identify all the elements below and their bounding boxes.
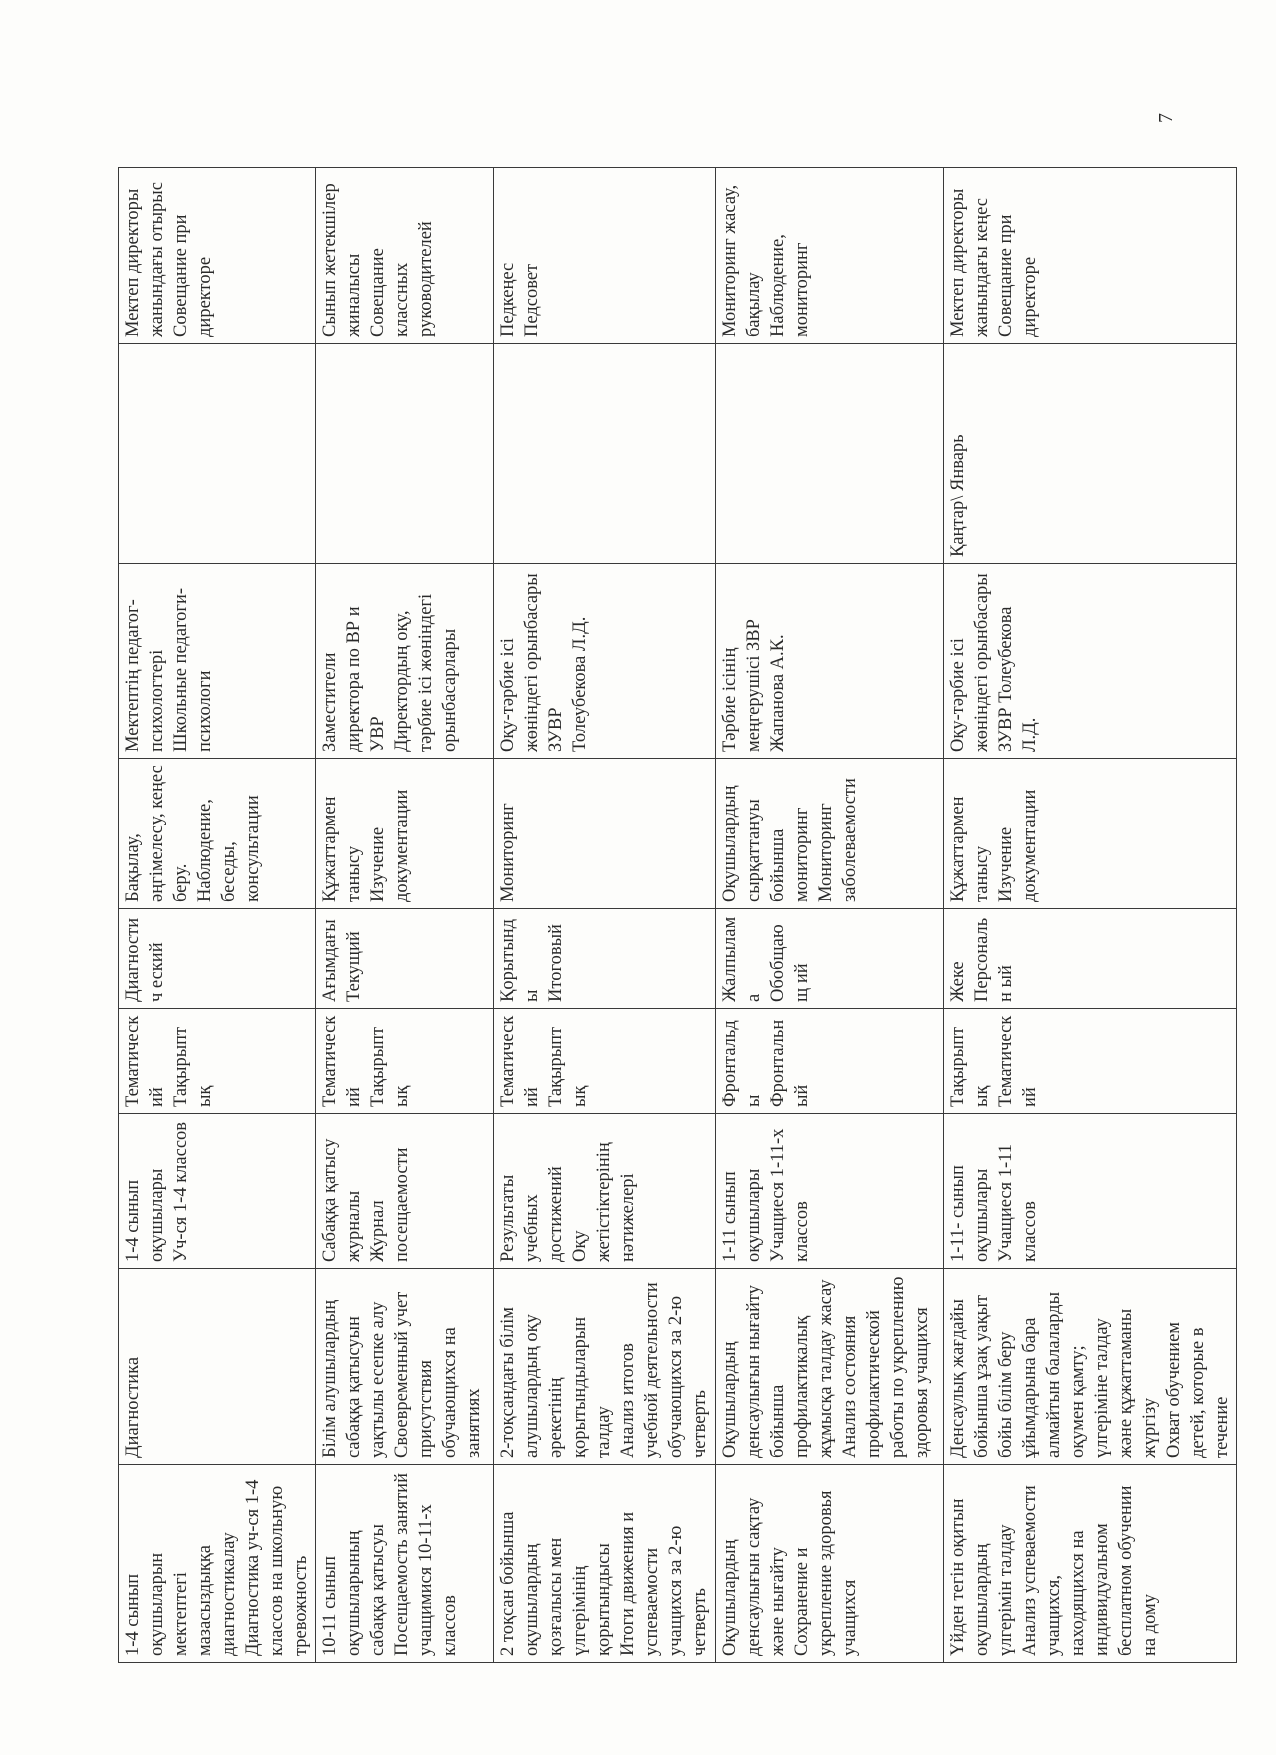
- cell-text: Диагностика: [123, 1356, 143, 1458]
- cell-text: Посещаемость занятий учащимися 10-11-х классов: [392, 1473, 460, 1656]
- cell-responsible: [119, 564, 316, 759]
- cell-form: [119, 909, 316, 1009]
- cell-text: Үйден тегін оқитын оқушылардың үлгерімін талдау: [948, 1498, 1016, 1656]
- cell-text: 10-11 сынып оқушыларының сабаққа қатысуы: [320, 1524, 388, 1656]
- cell-text: Ағымдағы: [320, 919, 340, 1002]
- cell-text: Уч-ся 1-4 классов: [171, 1121, 191, 1262]
- cell-month: [944, 344, 1237, 564]
- cell-text: Тақырыптық: [948, 1026, 992, 1107]
- cell-text: Изучение документации: [368, 789, 412, 902]
- cell-text: Совещание при директоре: [171, 214, 215, 337]
- table-row: [316, 168, 494, 1663]
- cell-text: Құжаттармен танысу: [320, 796, 364, 902]
- cell-text: Бақылау, әңгімелесу, кеңес беру.: [123, 765, 191, 902]
- table-row: [944, 168, 1237, 1663]
- cell-text: Мониторинг заболеваемости: [816, 778, 860, 902]
- cell-text: Мониторинг: [498, 803, 518, 902]
- cell-topic: [716, 1465, 944, 1663]
- cell-goal: [716, 1269, 944, 1465]
- cell-text: Своевременный учет присутствия обучающихся на занятиях: [392, 1291, 484, 1458]
- cell-text: Диагностика уч-ся 1-4 классов на школьную тревожность: [243, 1479, 311, 1656]
- control-plan-table: [118, 167, 1237, 1663]
- cell-text: Наблюдение, мониторинг: [768, 234, 812, 337]
- cell-text: Білім алушылардың сабаққа қатысуын уақтылы есепке алу: [320, 1299, 388, 1458]
- cell-text: Охват обучением детей, которые в течение: [1164, 1322, 1232, 1458]
- cell-text: Мектеп директоры жанындағы кеңес: [948, 188, 992, 337]
- cell-text: Оқушылардың денсаулығын сақтау және нығайту: [720, 1497, 788, 1656]
- cell-text: 1-4 сынып оқушылары: [123, 1168, 167, 1262]
- cell-text: Изучение документации: [996, 789, 1040, 902]
- cell-text: Тақырыптық: [368, 1026, 412, 1107]
- cell-text: Текущий: [344, 931, 364, 1002]
- cell-type: [119, 1009, 316, 1114]
- cell-text: Мектеп директоры жанындағы отырыс: [123, 182, 167, 337]
- cell-goal: [119, 1269, 316, 1465]
- cell-month: [316, 344, 494, 564]
- cell-type: [494, 1009, 716, 1114]
- cell-text: Сынып жетекшілер жиналысы: [320, 183, 364, 337]
- cell-result: [944, 168, 1237, 344]
- cell-text: Мектептің педагог-психологтері: [123, 599, 167, 752]
- cell-text: Толеубекова Л.Д.: [570, 616, 590, 752]
- rotated-landscape-content: [0, 105, 1276, 1755]
- cell-object: [316, 1114, 494, 1269]
- cell-text: 1-4 сынып оқушыларын мектептегі мазасыздыққа диагностикалау: [123, 1532, 239, 1656]
- cell-text: Денсаулық жағдайы бойынша ұзақ уақыт бойы білім беру ұйымдарына бара алмайтын балаларды оқумен қамту; үлгеріміне талдау және құжаттаманы жүргізу: [948, 1291, 1160, 1458]
- table-row: [494, 168, 716, 1663]
- cell-text: Результаты учебных достижений: [498, 1166, 566, 1262]
- cell-text: 1-11- сынып оқушылары: [948, 1165, 992, 1262]
- cell-form: [316, 909, 494, 1009]
- cell-text: Оқу-тәрбие ісі жөніндегі орынбасары ЗУВР Толеубекова Л.Д.: [948, 573, 1040, 752]
- cell-responsible: [716, 564, 944, 759]
- cell-responsible: [494, 564, 716, 759]
- cell-text: Оқушылардың сырқаттануы бойынша мониторинг: [720, 785, 812, 902]
- table-row: [119, 168, 316, 1663]
- cell-text: Педсовет: [522, 263, 542, 337]
- cell-month: [494, 344, 716, 564]
- cell-type: [944, 1009, 1237, 1114]
- cell-method: [494, 759, 716, 909]
- cell-text: Учащиеся 1-11 классов: [996, 1143, 1040, 1262]
- cell-result: [119, 168, 316, 344]
- cell-text: Журнал посещаемости: [368, 1147, 412, 1262]
- cell-text: Итоги движения и успеваемости учащихся за 2-ю четверть: [618, 1511, 710, 1656]
- cell-text: Қорытынды: [498, 918, 542, 1002]
- table-body: [119, 168, 1237, 1663]
- cell-text: Тақырыптық: [546, 1026, 590, 1107]
- cell-method: [944, 759, 1237, 909]
- cell-text: Тематический: [996, 1015, 1040, 1107]
- cell-text: Анализ итогов учебной деятельности обучающихся за 2-ю четверть: [618, 1282, 710, 1458]
- cell-method: [119, 759, 316, 909]
- cell-result: [316, 168, 494, 344]
- cell-text: Жалпылама: [720, 916, 764, 1002]
- cell-object: [119, 1114, 316, 1269]
- cell-responsible: [944, 564, 1237, 759]
- cell-text: Наблюдение, беседы, консультации: [195, 795, 263, 902]
- cell-text: Тематический: [123, 1015, 167, 1107]
- cell-goal: [944, 1269, 1237, 1465]
- cell-text: Тақырыптық: [171, 1026, 215, 1107]
- cell-text: Персональн ый: [972, 917, 1016, 1002]
- table-row: [716, 168, 944, 1663]
- cell-type: [316, 1009, 494, 1114]
- cell-text: Педкеңес: [498, 262, 518, 337]
- cell-text: Итоговый: [546, 924, 566, 1002]
- cell-text: Мониторинг жасау, бақылау: [720, 184, 764, 337]
- cell-text: Сабаққа қатысу журналы: [320, 1138, 364, 1262]
- cell-text: Тәрбие ісінің меңгерушісі ЗВР: [720, 619, 764, 752]
- cell-method: [716, 759, 944, 909]
- cell-text: Школьные педагоги-психологи: [171, 587, 215, 752]
- cell-form: [716, 909, 944, 1009]
- cell-text: Жапанова А.К.: [768, 634, 788, 752]
- cell-text: Сохранение и укрепление здоровья учащихся: [792, 1490, 860, 1656]
- cell-text: Директордың оқу, тәрбие ісі жөніндегі орынбасарлары: [392, 593, 460, 752]
- cell-topic: [316, 1465, 494, 1663]
- cell-month: [119, 344, 316, 564]
- cell-goal: [316, 1269, 494, 1465]
- cell-text: Тематический: [320, 1015, 364, 1107]
- cell-topic: [494, 1465, 716, 1663]
- cell-object: [494, 1114, 716, 1269]
- cell-object: [716, 1114, 944, 1269]
- cell-result: [716, 168, 944, 344]
- cell-topic: [944, 1465, 1237, 1663]
- cell-text: 1-11 сынып оқушылары: [720, 1168, 764, 1262]
- cell-text: Оқу-тәрбие ісі жөніндегі орынбасары ЗУВР: [498, 573, 566, 752]
- cell-type: [716, 1009, 944, 1114]
- cell-text: Оқу жетістіктерінің нәтижелері: [570, 1142, 638, 1262]
- page-number: 7: [1155, 113, 1177, 123]
- cell-text: Құжаттармен танысу: [948, 796, 992, 902]
- cell-text: Фронтальный: [768, 1019, 812, 1107]
- cell-text: 2-тоқсандағы білім алушылардың оқу әрекетінің қорытындыларын талдау: [498, 1307, 614, 1458]
- cell-text: Фронтальды: [720, 1020, 764, 1107]
- cell-text: Қаңтар\ Январь: [948, 434, 968, 557]
- cell-text: Учащиеся 1-11-х классов: [768, 1128, 812, 1262]
- cell-text: Анализ состояния профилактической работы по укреплению здоровья учащихся: [840, 1276, 932, 1458]
- cell-text: Совещание классных руководителей: [368, 221, 436, 337]
- cell-text: Совещание при директоре: [996, 214, 1040, 337]
- cell-text: Заместители директора по ВР и УВР: [320, 606, 388, 752]
- cell-topic: [119, 1465, 316, 1663]
- cell-text: 2 тоқсан бойынша оқушылардың қозғалысы мен үлгерімінің қорытындысы: [498, 1511, 614, 1656]
- cell-text: Обобщающ ий: [768, 924, 812, 1002]
- cell-month: [716, 344, 944, 564]
- cell-method: [316, 759, 494, 909]
- cell-text: Жеке: [948, 961, 968, 1002]
- cell-responsible: [316, 564, 494, 759]
- cell-text: Оқушылардың денсаулығын нығайту бойынша профилактикалық жұмысқа талдау жасау: [720, 1279, 836, 1458]
- cell-object: [944, 1114, 1237, 1269]
- cell-text: Диагностич еский: [123, 917, 167, 1002]
- cell-goal: [494, 1269, 716, 1465]
- cell-result: [494, 168, 716, 344]
- cell-text: Тематический: [498, 1015, 542, 1107]
- cell-form: [944, 909, 1237, 1009]
- cell-form: [494, 909, 716, 1009]
- cell-text: Анализ успеваемости учащихся, находящихся на индивидуальном бесплатном обучении на дому: [1020, 1485, 1160, 1656]
